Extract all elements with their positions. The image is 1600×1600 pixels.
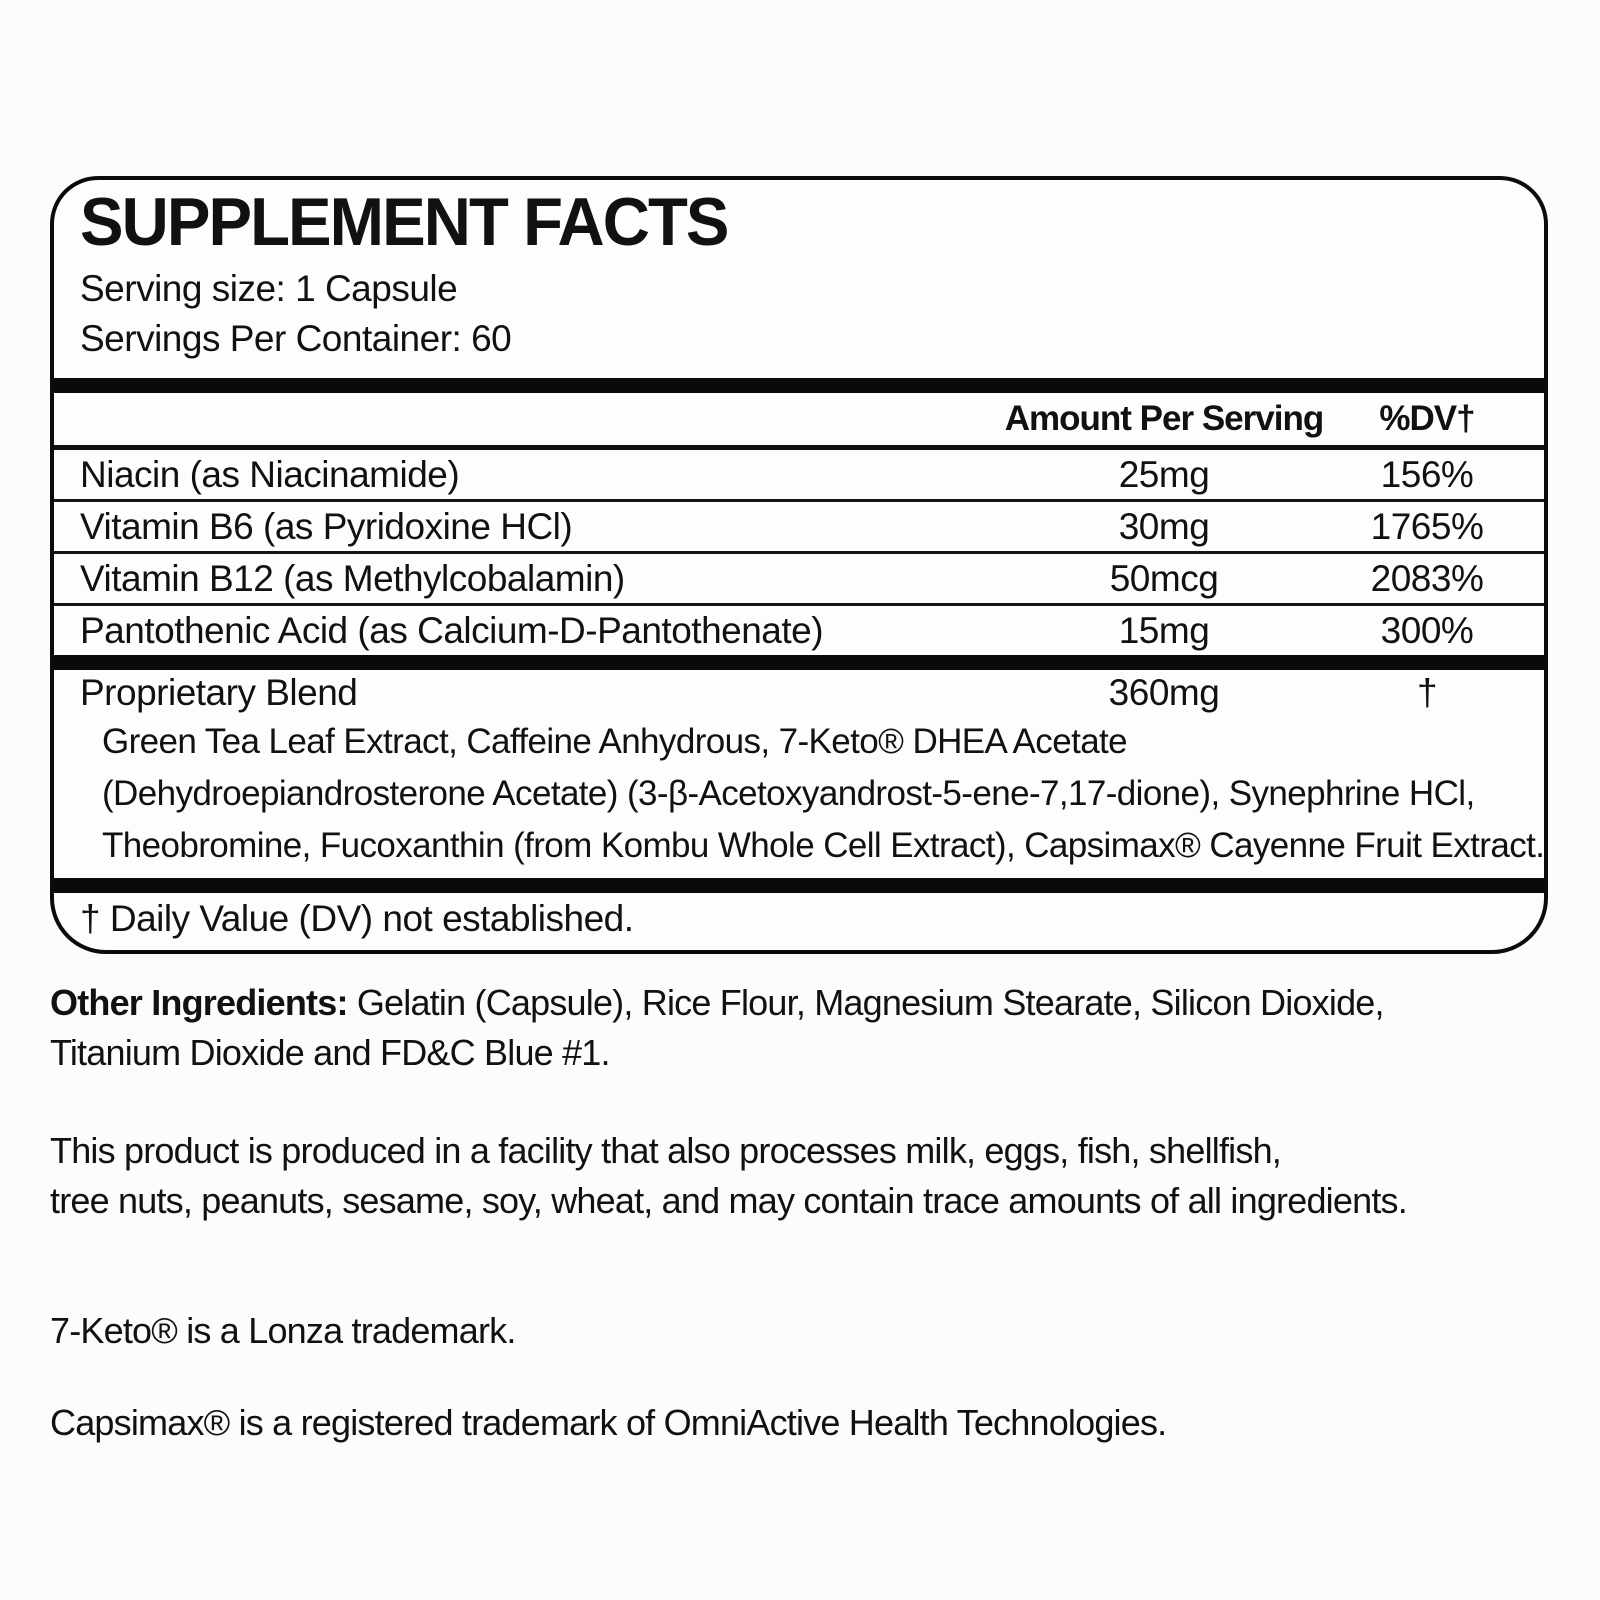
other-ingredients-label: Other Ingredients: <box>50 982 348 1023</box>
panel-title: SUPPLEMENT FACTS <box>80 184 728 260</box>
other-ingredients-line1 <box>50 978 1550 1028</box>
ingredient-amount: 25mg <box>1118 453 1210 495</box>
ingredient-name: Niacin (as Niacinamide) <box>80 453 460 495</box>
other-ingredients-paragraph <box>50 978 1550 1078</box>
ingredient-amount: 30mg <box>1118 505 1210 547</box>
blend-name: Proprietary Blend <box>80 672 358 713</box>
blend-ingredients-line: Theobromine, Fucoxanthin (from Kombu Whole Cell Extract), Capsimax® Cayenne Fruit Extract. <box>102 826 1545 865</box>
ingredient-dv: 156% <box>1380 453 1474 495</box>
header-percent-dv: %DV† <box>1379 399 1475 438</box>
thick-rule-mid <box>54 655 1544 670</box>
ingredient-amount: 15mg <box>1118 609 1210 651</box>
other-ingredients-text: Gelatin (Capsule), Rice Flour, Magnesium Stearate, Silicon Dioxide, <box>347 982 1384 1023</box>
blend-ingredients-line: Green Tea Leaf Extract, Caffeine Anhydrous, 7-Keto® DHEA Acetate <box>102 722 1128 761</box>
allergen-paragraph <box>50 1126 1550 1226</box>
allergen-line2: tree nuts, peanuts, sesame, soy, wheat, and may contain trace amounts of all ingredients. <box>50 1180 1407 1221</box>
supplement-facts-panel <box>50 176 1548 954</box>
ingredient-name: Vitamin B12 (as Methylcobalamin) <box>80 557 625 599</box>
table-row-vitamin-b6 <box>54 502 1544 554</box>
table-header-row <box>54 393 1544 450</box>
serving-size: Serving size: 1 Capsule <box>80 268 458 309</box>
other-ingredients-line2: Titanium Dioxide and FD&C Blue #1. <box>50 1032 610 1073</box>
ingredient-dv: 2083% <box>1370 557 1484 599</box>
dv-footnote: † Daily Value (DV) not established. <box>80 898 634 939</box>
table-row-vitamin-b12 <box>54 554 1544 606</box>
keto-trademark-line: 7-Keto® is a Lonza trademark. <box>50 1310 516 1351</box>
capsimax-trademark-line: Capsimax® is a registered trademark of OmniActive Health Technologies. <box>50 1402 1167 1443</box>
table-row-proprietary-blend <box>54 670 1544 716</box>
table-row-pantothenic-acid <box>54 606 1544 655</box>
allergen-line1: This product is produced in a facility that also processes milk, eggs, fish, shellfish, <box>50 1130 1281 1171</box>
below-panel-text <box>50 954 1550 1448</box>
blend-amount: 360mg <box>1108 672 1220 713</box>
blend-ingredients-line: (Dehydroepiandrosterone Acetate) (3-β-Acetoxyandrost-5-ene-7,17-dione), Synephrine HCl, <box>102 774 1475 813</box>
ingredient-name: Vitamin B6 (as Pyridoxine HCl) <box>80 505 573 547</box>
ingredient-dv: 300% <box>1380 609 1474 651</box>
header-amount-per-serving: Amount Per Serving <box>1004 399 1324 438</box>
thick-rule-top <box>54 378 1544 393</box>
blend-dv: † <box>1416 672 1438 713</box>
table-row-niacin <box>54 450 1544 502</box>
ingredient-amount: 50mcg <box>1109 557 1219 599</box>
ingredient-dv: 1765% <box>1370 505 1484 547</box>
servings-per-container: Servings Per Container: 60 <box>80 318 512 359</box>
ingredient-name: Pantothenic Acid (as Calcium-D-Pantothenate) <box>80 609 824 651</box>
thick-rule-bottom <box>54 878 1544 893</box>
